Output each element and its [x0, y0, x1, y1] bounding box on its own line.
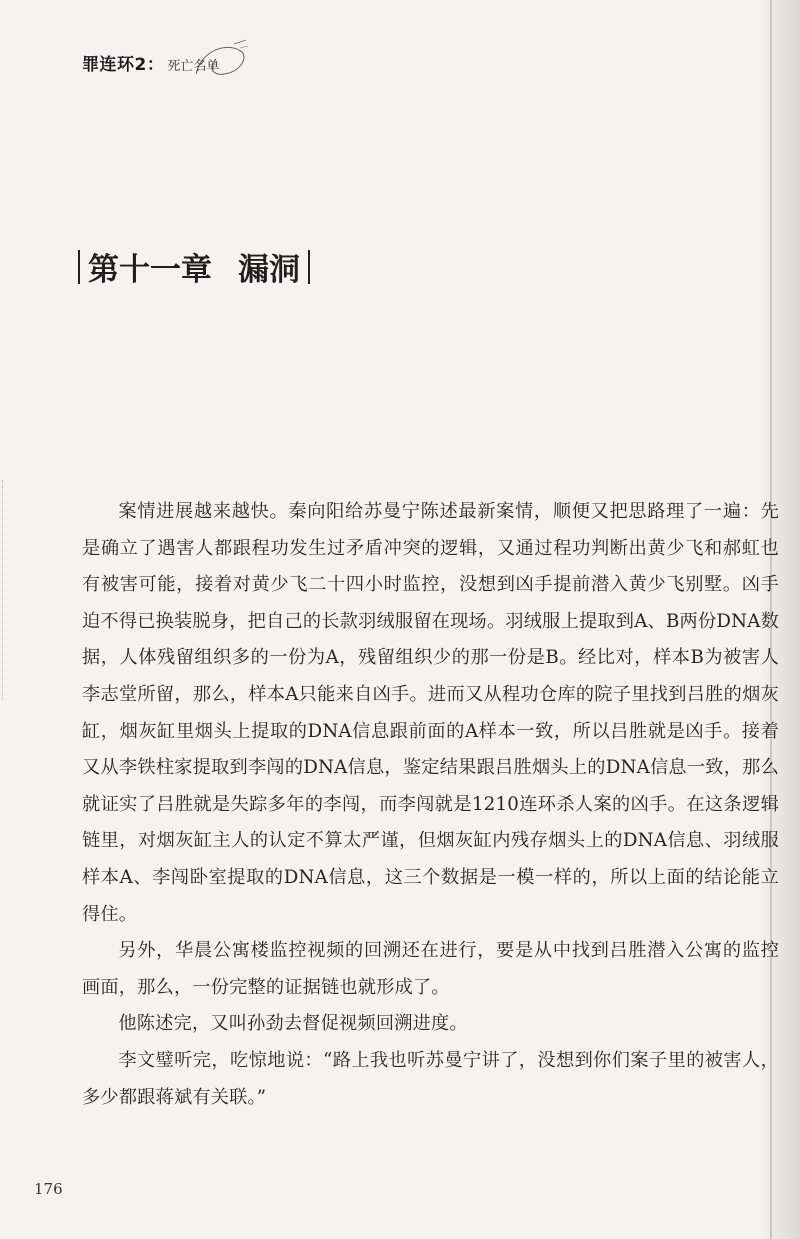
series-subtitle: 死亡名单: [167, 59, 220, 74]
chapter-number: 第十一章: [88, 252, 212, 288]
page-number: 176: [34, 1180, 63, 1198]
series-title: 罪连环2：: [82, 55, 165, 75]
heading-left-bar: [78, 250, 80, 284]
paragraph: 另外，华晨公寓楼监控视频的回溯还在进行，要是从中找到吕胜潜入公寓的监控画面，那么，一份完整的证据链也就形成了。: [82, 940, 779, 998]
body-text: [82, 494, 779, 1116]
chapter-title: 漏洞: [238, 252, 300, 288]
scan-edge-marks: [2, 480, 15, 700]
paragraph: 案情进展越来越快。秦向阳给苏曼宁陈述最新案情，顺便又把思路理了一遍：先是确立了遇害人都跟程功发生过矛盾冲突的逻辑，又通过程功判断出黄少飞和郝虹也有被害可能，接着对黄少飞二十四小时监控，没想到凶手提前潜入黄少飞别墅。凶手迫不得已换装脱身，把自己的长款羽绒服留在现场。羽绒服上提取到A、B两份DNA数据，人体残留组织多的一份为A，残留组织少的那一份是B。经比对，样本B为被害人李志堂所留，那么，样本A只能来自凶手。进而又从程功仓库的院子里找到吕胜的烟灰缸，烟灰缸里烟头上提取的DNA信息跟前面的A样本一致，所以吕胜就是凶手。接着又从李铁柱家提取到李闯的DNA信息，鉴定结果跟吕胜烟头上的DNA信息一致，那么就证实了吕胜就是失踪多年的李闯，而李闯就是1210连环杀人案的凶手。在这条逻辑链里，对烟灰缸主人的认定不算太严谨，但烟灰缸内残存烟头上的DNA信息、羽绒服样本A、李闯卧室提取的DNA信息，这三个数据是一模一样的，所以上面的结论能立得住。: [82, 501, 779, 925]
running-header: [82, 50, 219, 75]
chapter-heading: [78, 244, 310, 289]
paragraph: 他陈述完，又叫孙劲去督促视频回溯进度。: [118, 1013, 468, 1035]
heading-right-bar: [308, 250, 310, 284]
paragraph: 李文璧听完，吃惊地说：“路上我也听苏曼宁讲了，没想到你们案子里的被害人，多少都跟蒋斌有关联。”: [82, 1049, 779, 1108]
